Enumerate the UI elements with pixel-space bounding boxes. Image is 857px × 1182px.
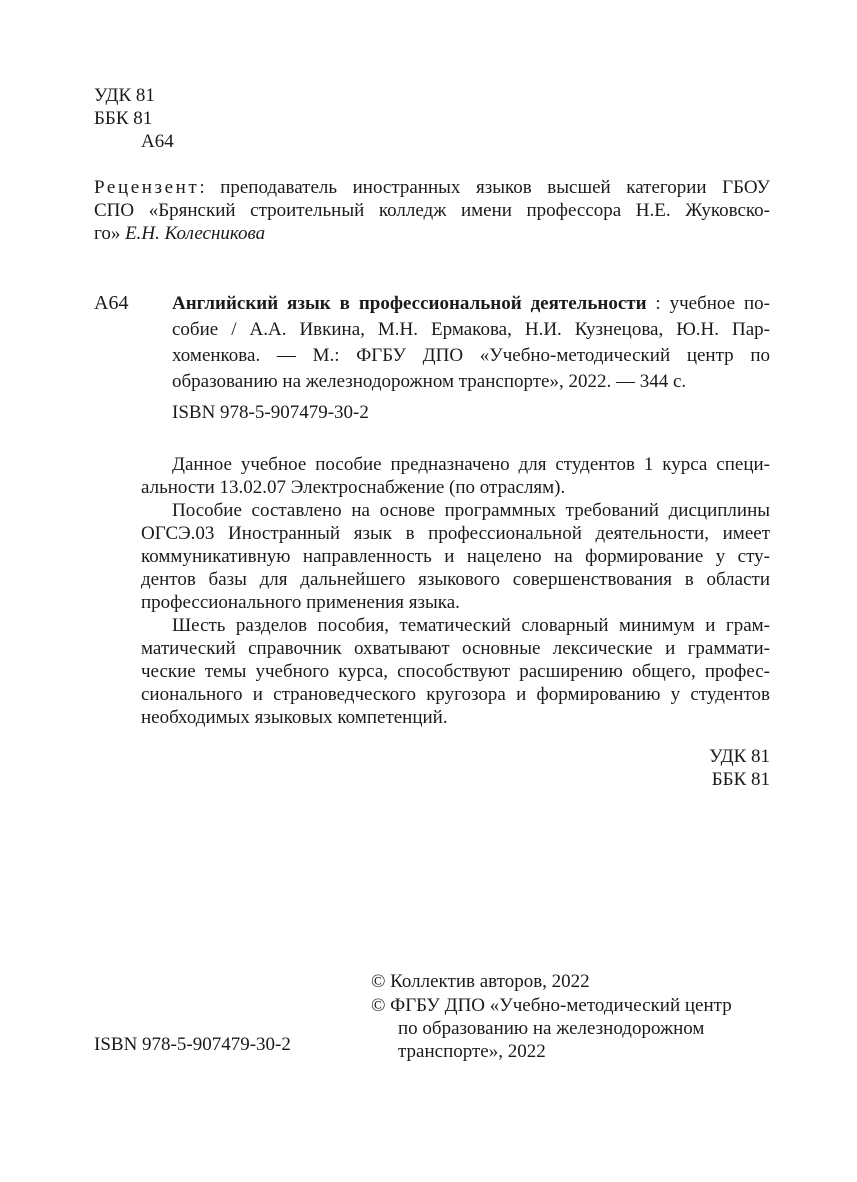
bib-isbn: ISBN 978-5-907479-30-2 xyxy=(172,402,369,423)
reviewer-line1-rest: : преподаватель иностранных языков высшей категории ГБОУ xyxy=(199,177,770,198)
isbn-bottom: ISBN 978-5-907479-30-2 xyxy=(94,1034,291,1055)
udk-bottom: УДК 81 xyxy=(709,746,770,767)
bib-line1-rest: : учебное по- xyxy=(646,293,770,314)
copyright-line-2: © ФГБУ ДПО «Учебно-методический центр xyxy=(371,995,732,1016)
bib-line-4: образованию на железнодорожном транспорте», 2022. — 344 с. xyxy=(172,371,687,392)
annotation-p3-line-3: ческие темы учебного курса, способствуют расширению общего, профес- xyxy=(141,661,770,682)
annotation-p1-line-1: Данное учебное пособие предназначено для студентов 1 курса специ- xyxy=(172,454,770,475)
copyright-line-1: © Коллектив авторов, 2022 xyxy=(371,971,590,992)
bib-line-1 xyxy=(172,292,770,315)
annotation-p3-line-2: матический справочник охватывают основные лексические и граммати- xyxy=(141,638,770,659)
reviewer-line-3 xyxy=(94,222,265,245)
bib-mark: А64 xyxy=(94,292,129,314)
bib-line-2: собие / А.А. Ивкина, М.Н. Ермакова, Н.И. Кузнецова, Ю.Н. Пар- xyxy=(172,319,770,340)
annotation-p2-line-5: профессионального применения языка. xyxy=(141,592,460,613)
annotation-p2-line-3: коммуникативную направленность и нацелено на формирование у сту- xyxy=(141,546,770,567)
author-mark-top: А64 xyxy=(141,131,174,152)
annotation-p3-line-4: сионального и страноведческого кругозора и формированию у студентов xyxy=(141,684,770,705)
bib-line-3: хоменкова. — М.: ФГБУ ДПО «Учебно-методический центр по xyxy=(172,345,770,366)
book-title: Английский язык в профессиональной деятельности xyxy=(172,293,647,314)
reviewer-name: Е.Н. Колесникова xyxy=(125,223,266,244)
annotation-p1-line-2: альности 13.02.07 Электроснабжение (по отраслям). xyxy=(141,477,566,498)
annotation-p3-line-1: Шесть разделов пособия, тематический словарный минимум и грам- xyxy=(172,615,770,636)
reviewer-label: Рецензент xyxy=(94,177,200,198)
copyright-line-3: по образованию на железнодорожном xyxy=(398,1018,705,1039)
annotation-p2-line-1: Пособие составлено на основе программных требований дисциплины xyxy=(172,500,770,521)
reviewer-line-1 xyxy=(94,176,770,199)
annotation-p2-line-4: дентов базы для дальнейшего языкового совершенствования в области xyxy=(141,569,770,590)
reviewer-line-2: СПО «Брянский строительный колледж имени профессора Н.Е. Жуковско- xyxy=(94,200,770,221)
annotation-p2-line-2: ОГСЭ.03 Иностранный язык в профессиональной деятельности, имеет xyxy=(141,523,770,544)
copyright-line-4: транспорте», 2022 xyxy=(398,1041,546,1062)
bbk-top: ББК 81 xyxy=(94,108,153,129)
annotation-p3-line-5: необходимых языковых компетенций. xyxy=(141,707,448,728)
udk-top: УДК 81 xyxy=(94,85,155,106)
bbk-bottom: ББК 81 xyxy=(711,769,770,790)
reviewer-line3-start: го» xyxy=(94,223,121,244)
